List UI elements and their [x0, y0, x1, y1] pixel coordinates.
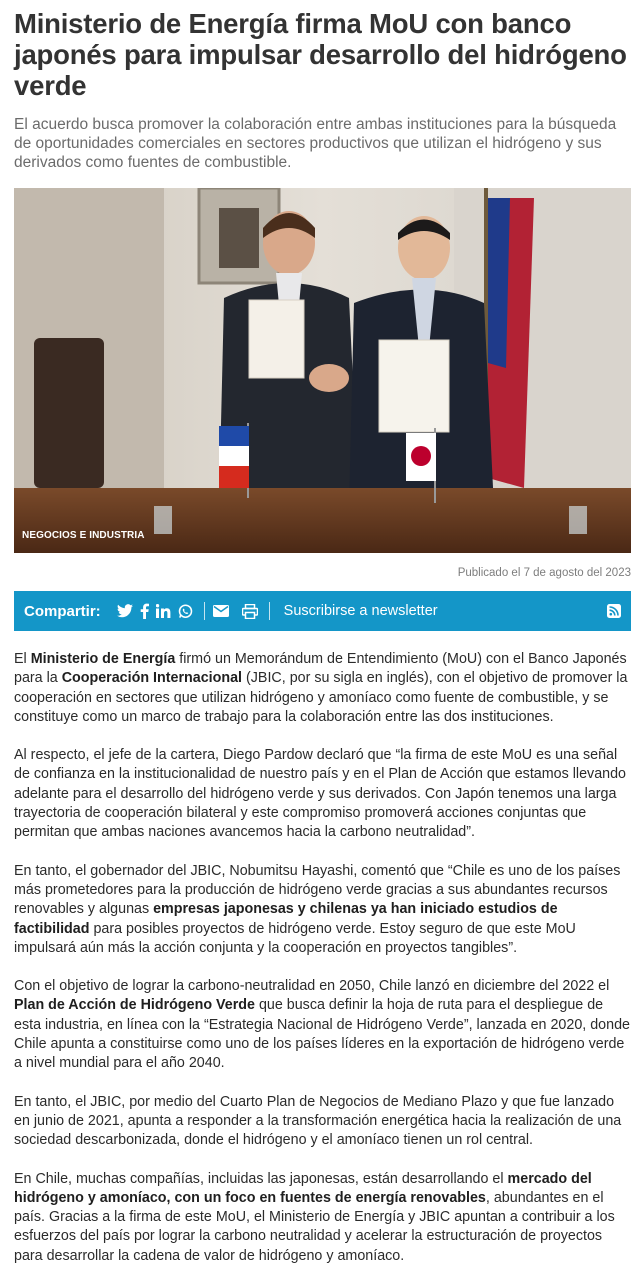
text-run: , abundantes en el país. Gracias a la firma de este MoU, el Ministerio de Energía y JBIC apuntan a contribuir a los esfuerzos del país por lograr la carbono neutralidad y acelerar la estructuración de proyectos para desarrollar la cadena de valor de hidrógeno y amoníaco.: [14, 1189, 615, 1264]
text-run: (JBIC, por su sigla en inglés), con el objetivo de promover la cooperación en sectores que utilizan hidrógeno y amoníaco como fuente de combustible, y se constituye como un marco de trabajo para la colaboración entre las dos instituciones.: [14, 670, 628, 725]
article: [14, 0, 631, 1285]
text-run: firmó un Memorándum de Entendimiento (MoU) con el Banco Japonés para la: [14, 651, 627, 687]
newsletter-link[interactable]: Suscribirse a newsletter: [283, 603, 438, 619]
photo-illustration: [14, 188, 631, 553]
article-body: [14, 650, 631, 1266]
bold-run: Ministerio de Energía: [30, 651, 176, 667]
linkedin-icon[interactable]: [156, 604, 171, 618]
rss-icon[interactable]: [607, 604, 621, 618]
facebook-icon[interactable]: [140, 603, 149, 619]
text-run: El: [14, 651, 31, 667]
paragraph-5: En tanto, el JBIC, por medio del Cuarto Plan de Negocios de Mediano Plazo y que fue lanzado en junio de 2021, apunta a responder a la transformación energética hacia la realización de una sociedad descarbonizada, donde el hidrógeno y el amoníaco tienen un rol central.: [14, 1093, 622, 1149]
share-label: Compartir:: [24, 602, 101, 620]
share-divider-2: [269, 602, 270, 620]
paragraph-4: [14, 977, 631, 1073]
article-lead: El acuerdo busca promover la colaboración entre ambas instituciones para la búsqueda de oportunidades comerciales en sectores productivos que utilizan el hidrógeno y sus derivados como fuentes de combustible.: [14, 116, 617, 171]
article-photo: [14, 188, 631, 553]
category-tag[interactable]: NEGOCIOS E INDUSTRIA: [22, 530, 145, 541]
bold-run: mercado del hidrógeno y amoníaco, con un foco en fuentes de energía renovables: [14, 1170, 592, 1206]
bold-run: Cooperación Internacional: [61, 670, 243, 687]
paragraph-3: [14, 862, 631, 958]
share-bar: [14, 591, 631, 631]
text-run: para posibles proyectos de hidrógeno verde. Estoy seguro de que este MoU impulsará aún más la acción conjunta y la cooperación en proyectos tangibles”.: [14, 920, 576, 956]
print-icon[interactable]: [242, 604, 258, 619]
paragraph-2: Al respecto, el jefe de la cartera, Diego Pardow declaró que “la firma de este MoU es una señal de confianza en la institucionalidad de nuestro país y en el Plan de Acción que estamos llevando adelante para el desarrollo del hidrógeno verde y sus derivados. Con Japón tenemos una larga trayectoria de cooperación bilateral y este compromiso promoverá acciones conjuntas que permitan que ambas naciones avancemos hacia la carbono neutralidad”.: [14, 747, 626, 841]
mail-icon[interactable]: [213, 605, 229, 617]
text-run: que busca definir la hoja de ruta para el despliegue de esta industria, en línea con la “Estrategia Nacional de Hidrógeno Verde”, lanzada en 2020, donde Chile apunta a constituirse como uno de los países líderes en la exportación de hidrógeno verde a nivel mundial para el año 2040.: [14, 997, 630, 1072]
text-run: En Chile, muchas compañías, incluidas las japonesas, están desarrollando el: [14, 1170, 508, 1187]
whatsapp-icon[interactable]: [178, 604, 193, 619]
bold-run: empresas japonesas y chilenas ya han iniciado estudios de factibilidad: [14, 901, 558, 937]
paragraph-1: [14, 650, 631, 727]
publish-date: Publicado el 7 de agosto del 2023: [457, 567, 631, 579]
text-run: Con el objetivo de lograr la carbono-neutralidad en 2050, Chile lanzó en diciembre del 2022 el: [14, 978, 610, 995]
article-title: Ministerio de Energía firma MoU con banco japonés para impulsar desarrollo del hidrógeno verde: [14, 8, 627, 101]
bold-run: Plan de Acción de Hidrógeno Verde: [14, 997, 255, 1014]
paragraph-6: [14, 1170, 631, 1266]
text-run: En tanto, el gobernador del JBIC, Nobumitsu Hayashi, comentó que “Chile es uno de los países más prometedores para la producción de hidrógeno verde gracias a sus abundantes recursos renovables y algunas: [14, 862, 621, 918]
twitter-icon[interactable]: [117, 604, 133, 618]
share-divider: [204, 602, 205, 620]
